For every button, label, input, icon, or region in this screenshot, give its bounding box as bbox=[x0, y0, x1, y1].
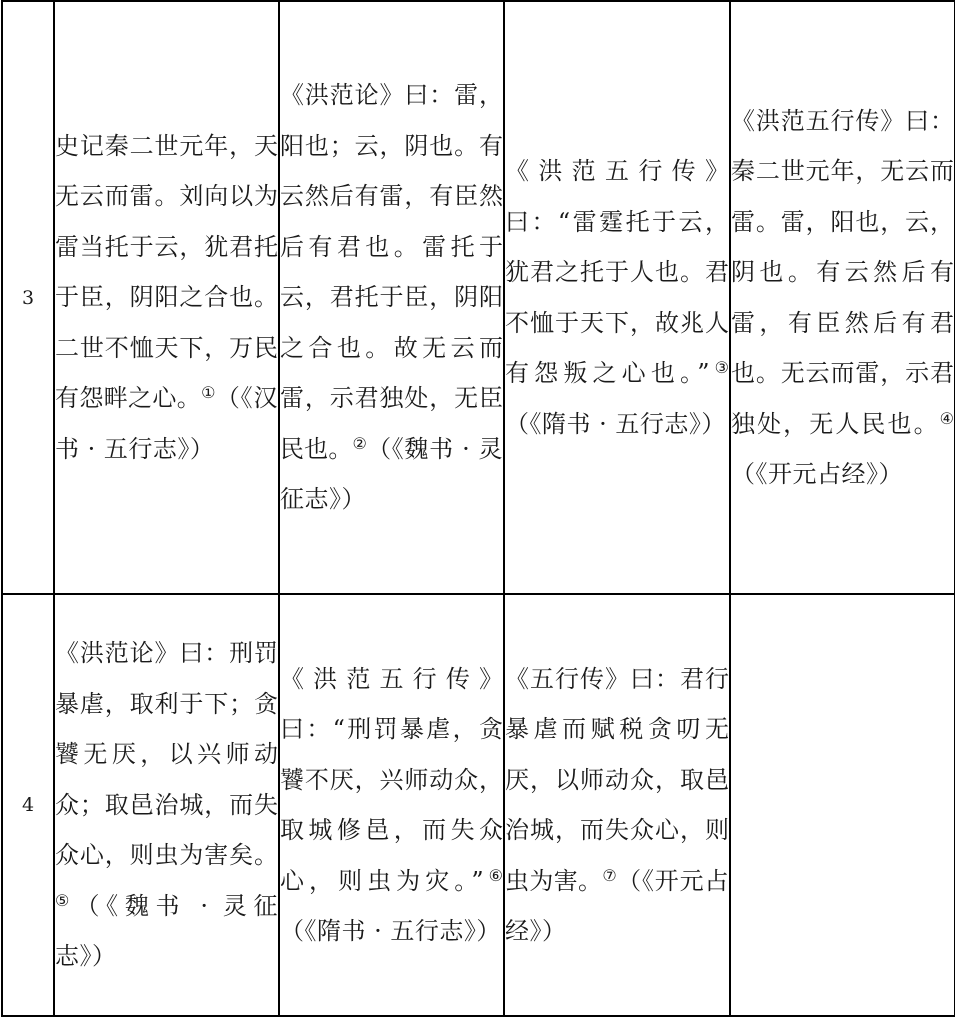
footnote-marker[interactable]: ⑦ bbox=[602, 865, 618, 885]
text-cell bbox=[279, 594, 504, 1016]
source-citation: （《魏书 · 灵征志》） bbox=[55, 891, 279, 971]
source-citation: （《汉书 · 五行志》） bbox=[55, 384, 279, 463]
cell-text: 《洪范五行传》曰：秦二世元年，无云而雷。雷，阳也，云，阴也。有云然后有雷，有臣然后有君也。无云而雷，示君独处，无人民也。 bbox=[731, 106, 954, 438]
cell-text: 《洪范五行传》曰：“雷霆托于云，犹君之托于人也。君不恤于天下，故兆人有怨叛之心也。” bbox=[505, 157, 729, 387]
empty-cell bbox=[730, 594, 955, 1016]
cell-text: 《洪范论》曰：雷，阳也；云，阴也。有云然后有雷，有臣然后有君也。雷托于云，君托于臣，阴阳之合也。故无云而雷，示君独处，无臣民也。 bbox=[280, 81, 503, 463]
cell-text: 《洪范五行传》曰：“刑罚暴虐，贪饕不厌，兴师动众，取城修邑，而失众心，则虫为灾。” bbox=[280, 664, 503, 895]
footnote-marker[interactable]: ⑥ bbox=[483, 865, 503, 885]
text-cell bbox=[279, 1, 504, 594]
footnote-marker[interactable]: ④ bbox=[939, 408, 954, 428]
source-citation: （《隋书 · 五行志》） bbox=[280, 917, 501, 945]
comparison-table bbox=[1, 0, 955, 1017]
text-cell bbox=[504, 594, 730, 1016]
row-number: 4 bbox=[2, 594, 54, 1016]
cell-text: 《五行传》曰：君行暴虐而赋税贪叨无厌，以师动众，取邑治城，而失众心，则虫为害。 bbox=[505, 664, 729, 895]
source-citation: （《开元占经》） bbox=[731, 460, 903, 488]
cell-text: 《洪范论》曰：刑罚暴虐，取利于下；贪饕无厌，以兴师动众；取邑治城，而失众心，则虫为害矣。 bbox=[55, 639, 278, 870]
table-row bbox=[2, 1, 955, 594]
row-number: 3 bbox=[2, 1, 54, 594]
footnote-marker[interactable]: ① bbox=[201, 383, 216, 403]
text-cell bbox=[730, 1, 955, 594]
cell-text: 史记秦二世元年，天无云而雷。刘向以为雷当托于云，犹君托于臣，阴阳之合也。二世不恤天下，万民有怨畔之心。 bbox=[55, 131, 278, 413]
footnote-marker[interactable]: ③ bbox=[709, 358, 729, 377]
text-cell bbox=[54, 1, 279, 594]
table-row bbox=[2, 594, 955, 1016]
footnote-marker[interactable]: ② bbox=[352, 433, 368, 453]
text-cell bbox=[504, 1, 730, 594]
source-citation: （《魏书 · 灵征志》） bbox=[280, 434, 504, 514]
source-citation: （《开元占经》） bbox=[505, 866, 730, 945]
footnote-marker[interactable]: ⑤ bbox=[55, 890, 76, 910]
text-cell bbox=[54, 594, 279, 1016]
source-citation: （《隋书 · 五行志》） bbox=[505, 409, 726, 438]
